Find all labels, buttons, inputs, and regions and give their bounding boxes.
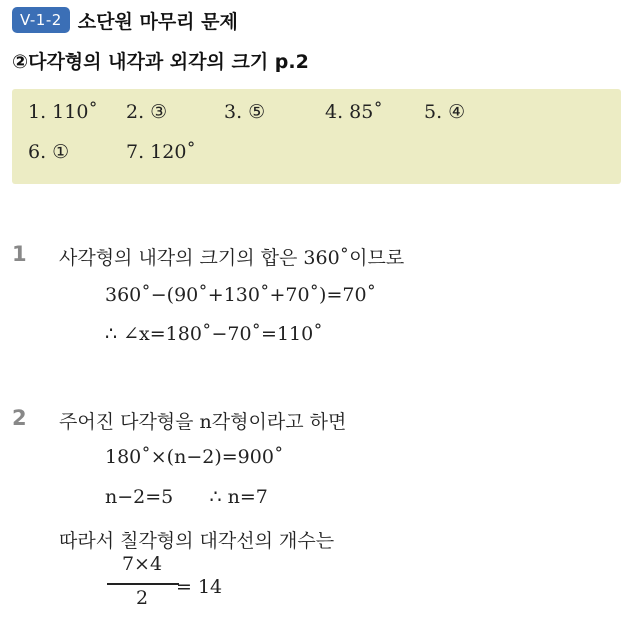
answer-1: 1. 110˚ xyxy=(28,101,98,123)
fraction-result: = 14 xyxy=(176,576,223,598)
problem-number-2: 2 xyxy=(12,406,27,430)
section-title: 소단원 마무리 문제 xyxy=(77,10,238,33)
problem-number-1: 1 xyxy=(12,242,27,266)
solution-2-line-2: 180˚×(n−2)=900˚ xyxy=(105,446,284,468)
section-header xyxy=(12,7,238,33)
solution-2-line-4: 따라서 칠각형의 대각선의 개수는 xyxy=(59,530,335,552)
answer-3: 3. ⑤ xyxy=(224,101,266,123)
section-badge: V-1-2 xyxy=(12,7,70,33)
solution-1-line-3: ∴ ∠x=180˚−70˚=110˚ xyxy=(105,323,323,345)
solution-2-line-3: n−2=5 ∴ n=7 xyxy=(105,486,268,508)
answer-box xyxy=(12,89,621,184)
fraction-denominator: 2 xyxy=(135,587,149,609)
answer-7: 7. 120˚ xyxy=(126,141,196,163)
answer-2: 2. ③ xyxy=(126,101,168,123)
fraction-numerator: 7×4 xyxy=(121,553,163,575)
answer-4: 4. 85˚ xyxy=(325,101,383,123)
fraction-bar xyxy=(107,583,179,585)
solution-1-line-2: 360˚−(90˚+130˚+70˚)=70˚ xyxy=(105,284,377,306)
solution-2-line-1: 주어진 다각형을 n각형이라고 하면 xyxy=(59,411,347,433)
answer-5: 5. ④ xyxy=(424,101,466,123)
answer-6: 6. ① xyxy=(28,141,70,163)
solution-1-line-1: 사각형의 내각의 크기의 합은 360˚이므로 xyxy=(59,247,405,269)
lesson-subtitle: ②다각형의 내각과 외각의 크기 p.2 xyxy=(12,51,309,73)
